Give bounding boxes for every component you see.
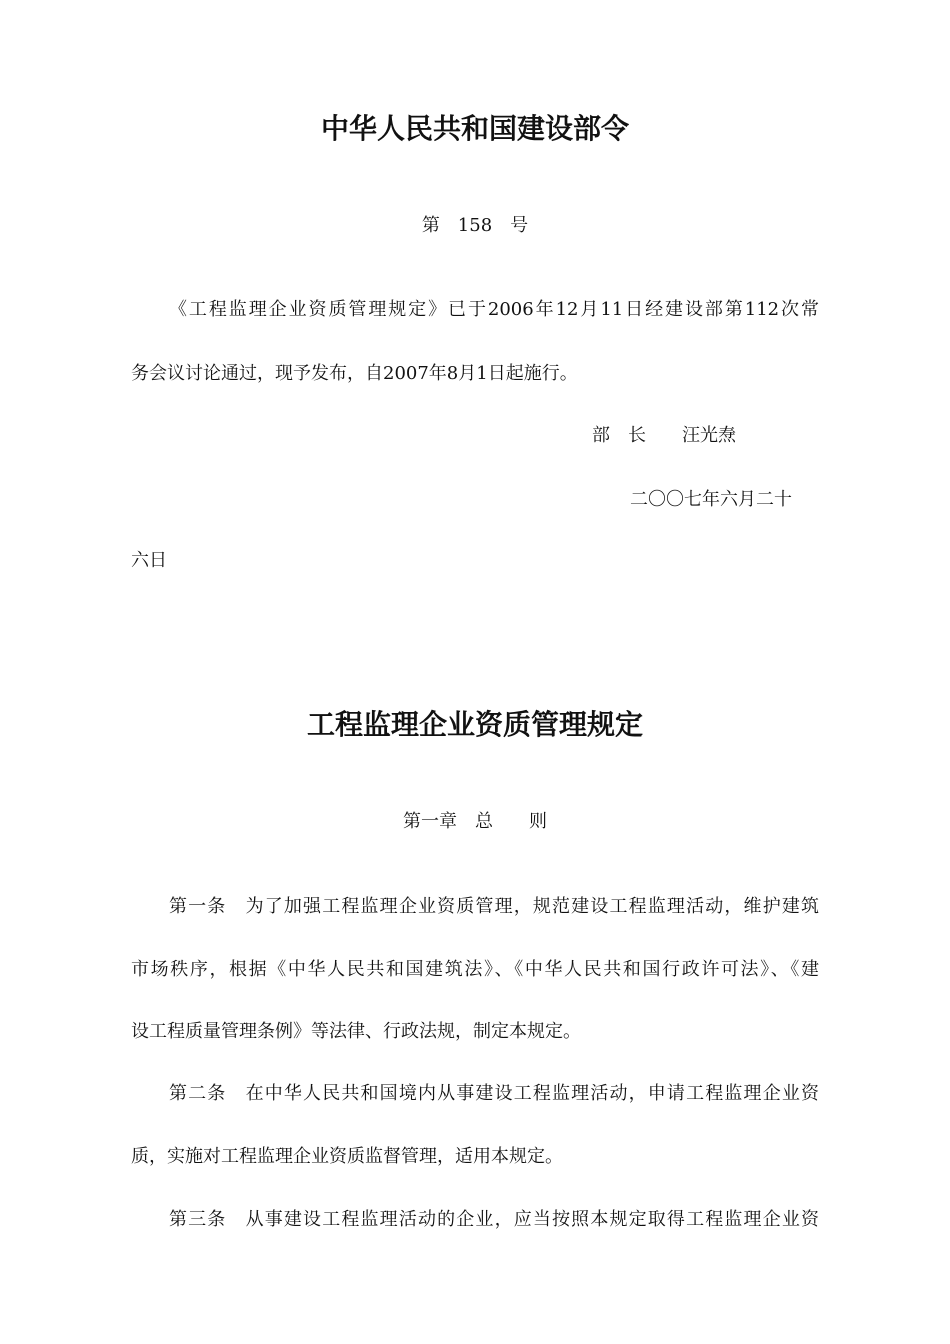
decree-date-line-2: 六日 — [131, 550, 167, 571]
decree-title: 中华人民共和国建设部令 — [320, 112, 629, 145]
article-3-line-1: 第三条 从事建设工程监理活动的企业，应当按照本规定取得工程监理企业资 — [169, 1209, 819, 1230]
article-2-line-1: 第二条 在中华人民共和国境内从事建设工程监理活动，申请工程监理企业资 — [169, 1083, 819, 1104]
decree-signature: 部 长 汪光焘 — [592, 425, 736, 446]
decree-body-line-1: 《工程监理企业资质管理规定》已于2006年12月11日经建设部第112次常 — [169, 299, 819, 320]
decree-number: 第 158 号 — [421, 215, 529, 236]
article-1-line-2: 市场秩序，根据《中华人民共和国建筑法》、《中华人民共和国行政许可法》、《建 — [131, 959, 819, 980]
decree-date-line-1: 二〇〇七年六月二十 — [630, 489, 792, 510]
article-2-line-2: 质，实施对工程监理企业资质监督管理，适用本规定。 — [131, 1146, 563, 1167]
article-1-line-3: 设工程质量管理条例》等法律、行政法规，制定本规定。 — [131, 1021, 581, 1042]
chapter-heading: 第一章 总 则 — [403, 811, 547, 832]
regulation-title: 工程监理企业资质管理规定 — [306, 708, 643, 741]
article-1-line-1: 第一条 为了加强工程监理企业资质管理，规范建设工程监理活动，维护建筑 — [169, 896, 819, 917]
decree-body-line-2: 务会议讨论通过，现予发布，自2007年8月1日起施行。 — [131, 363, 578, 384]
